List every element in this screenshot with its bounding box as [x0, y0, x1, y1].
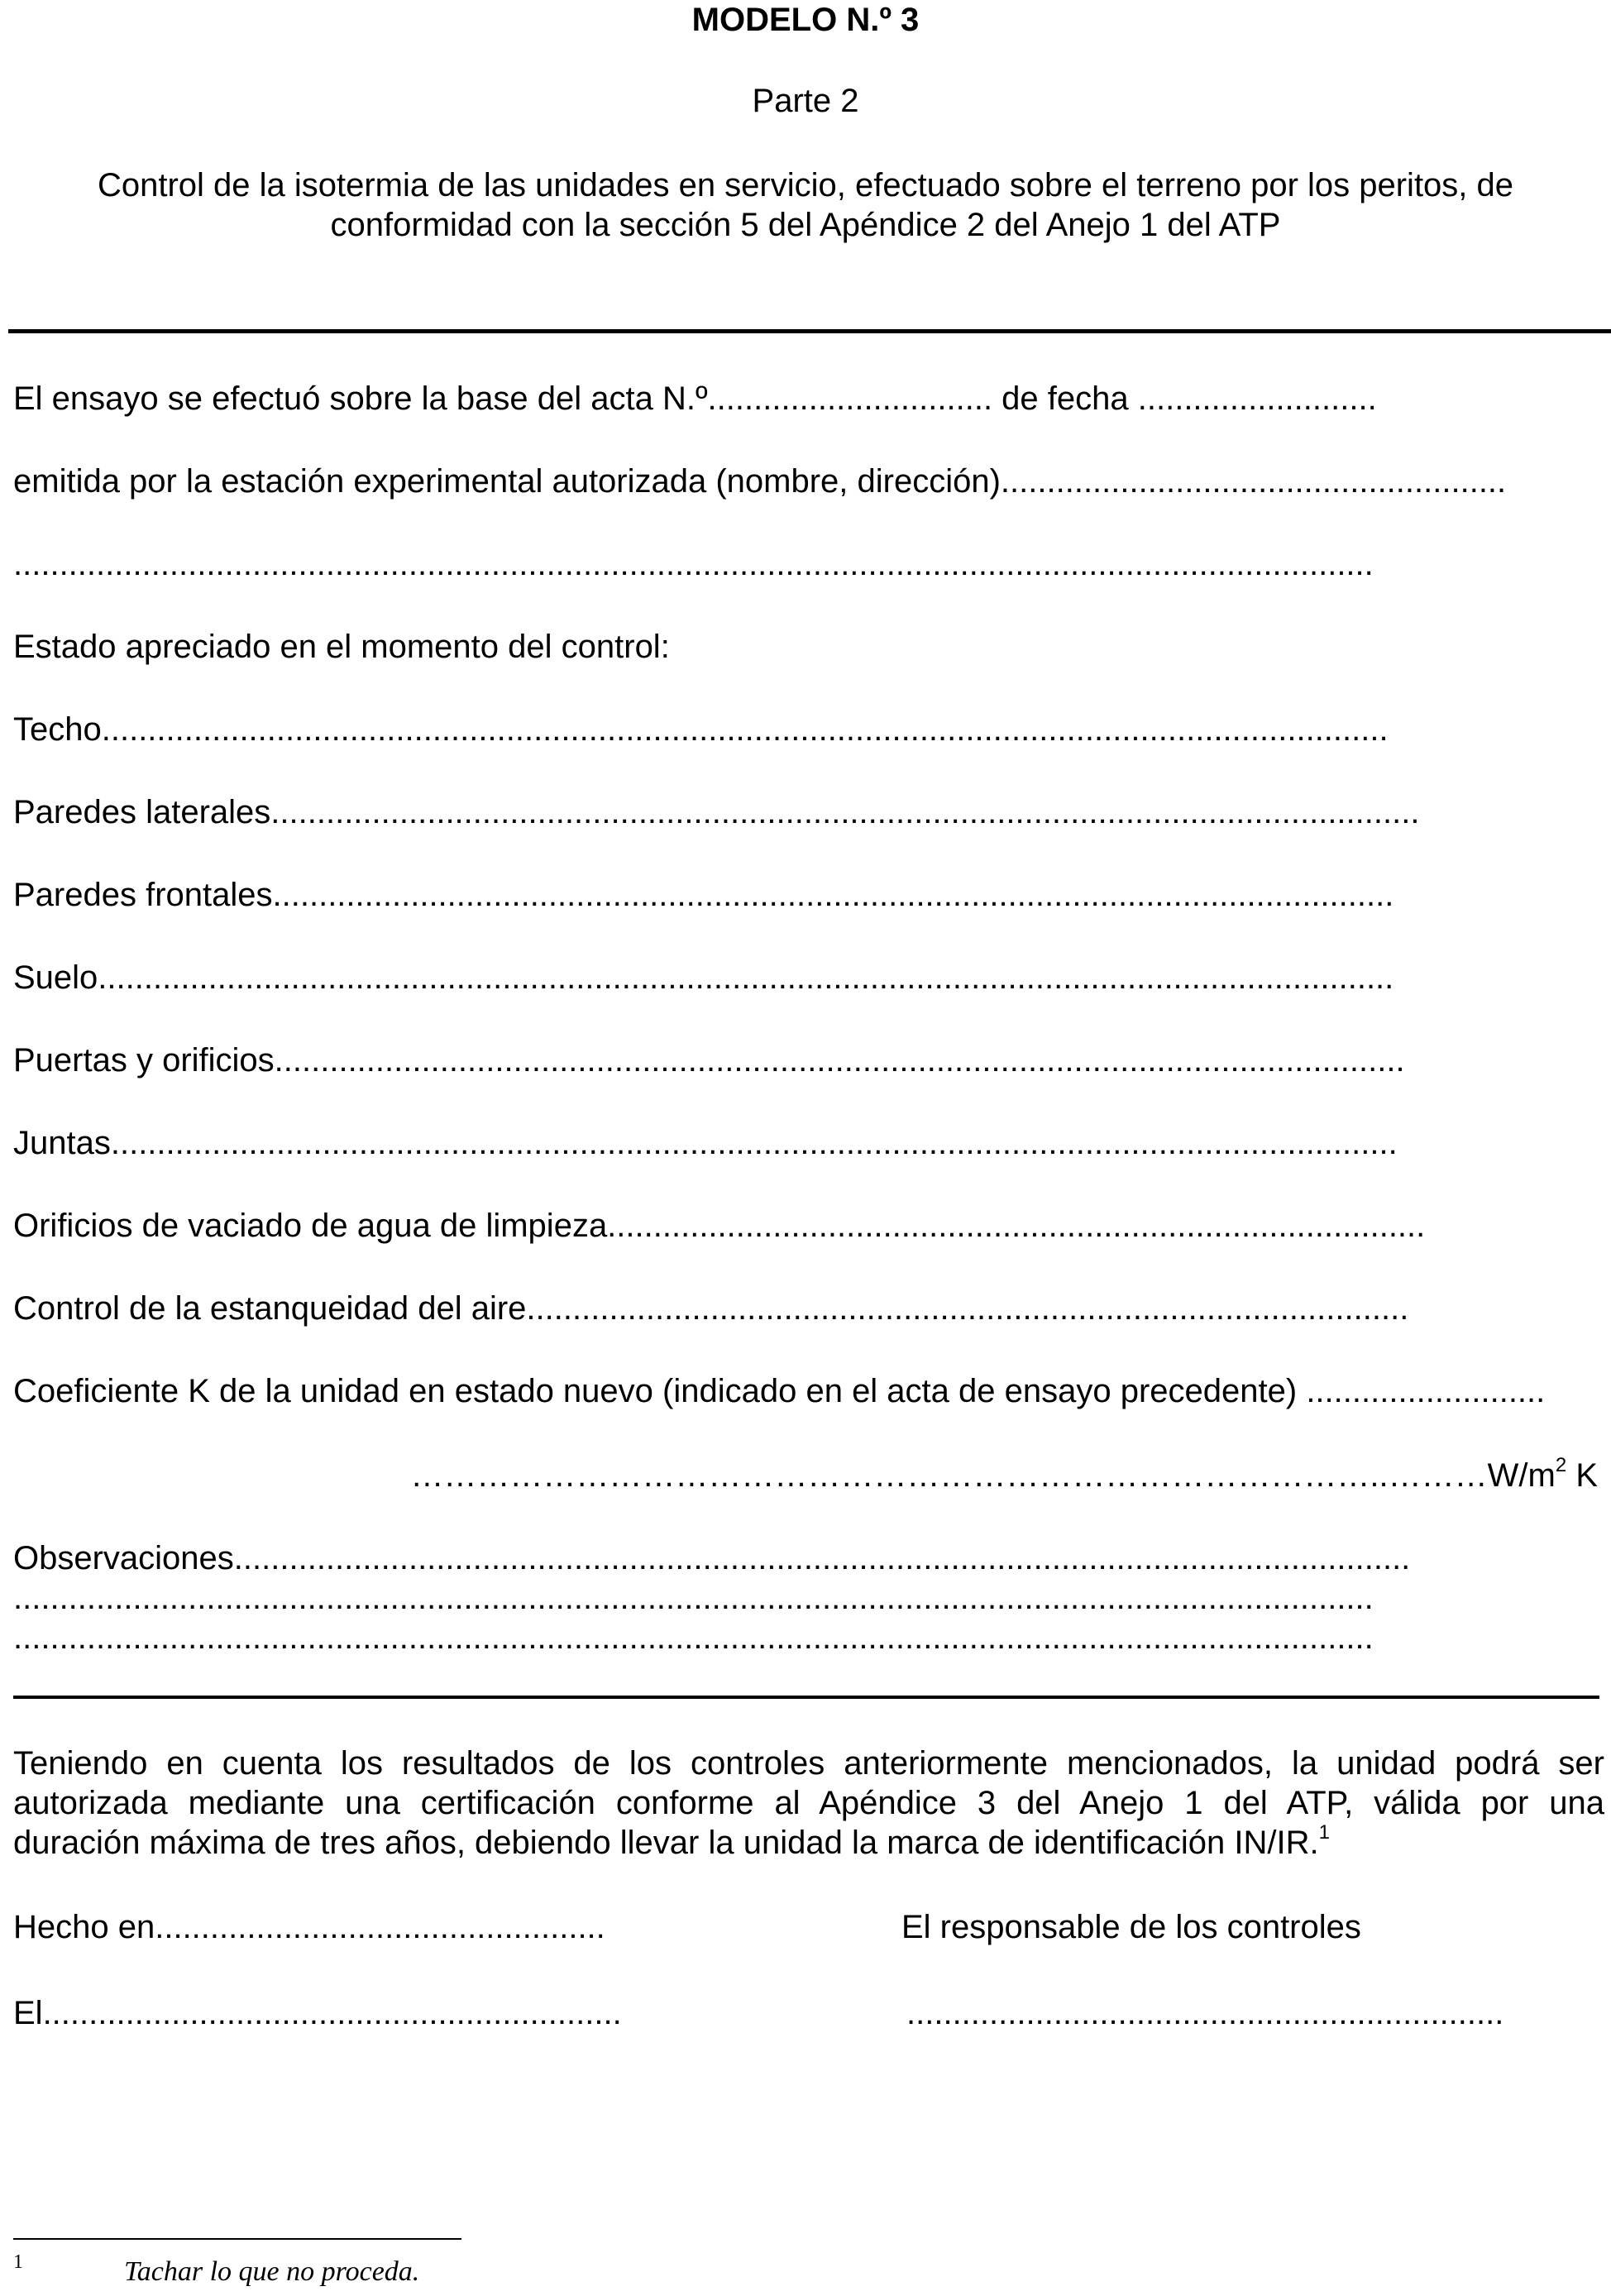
footnote-text: Tachar lo que no proceda.	[124, 2256, 420, 2287]
observaciones-field: Observaciones................................................................................................................................	[13, 1540, 1411, 1576]
subtitle-line-1: Control de la isotermia de las unidades en servicio, efectuado sobre el terreno por los peritos, de	[97, 167, 1514, 203]
emitida-continuation: ....................................................................................................................................................	[13, 546, 1374, 582]
coeficiente-exponent: 2	[1555, 1454, 1567, 1476]
conclusion-paragraph	[13, 1744, 1604, 1863]
paredes-frontales-field: Paredes frontales..........................................................................................................................	[13, 877, 1394, 913]
responsable-label: El responsable de los controles	[901, 1909, 1361, 1945]
hecho-en-field: Hecho en.................................................	[13, 1909, 605, 1945]
coeficiente-unit: W/m	[1487, 1457, 1556, 1494]
conclusion-line-1: Teniendo en cuenta los resultados de los controles anteriormente mencionados, la unidad podrá ser	[13, 1745, 1604, 1782]
header-rule	[8, 329, 1611, 333]
page-title: MODELO N.º 3	[691, 2, 920, 38]
suelo-field: Suelo.............................................................................................................................................	[13, 959, 1394, 996]
subtitle-line-2: conformidad con la sección 5 del Apéndice 2 del Anejo 1 del ATP	[330, 207, 1281, 243]
el-date-field: El...............................................................	[13, 1995, 622, 2031]
observaciones-line-2: ....................................................................................................................................................	[13, 1580, 1374, 1616]
orificios-field: Orificios de vaciado de agua de limpieza.........................................................................................	[13, 1208, 1426, 1244]
juntas-field: Juntas............................................................................................................................................	[13, 1125, 1398, 1161]
signature-line: .................................................................	[906, 1995, 1504, 2031]
control-aire-field: Control de la estanqueidad del aire................................................................................................	[13, 1290, 1409, 1327]
footnote-rule	[13, 2238, 461, 2240]
part-label: Parte 2	[752, 83, 859, 119]
paredes-laterales-field: Paredes laterales.............................................................................................................................	[13, 794, 1420, 830]
footnote-reference: 1	[1318, 1821, 1330, 1844]
observaciones-line-3: ....................................................................................................................................................	[13, 1619, 1374, 1656]
conclusion-line-2: autorizada mediante una certificación conforme al Apéndice 3 del Anejo 1 del ATP, válida por una	[13, 1785, 1604, 1821]
emitida-field: emitida por la estación experimental autorizada (nombre, dirección).......................................................	[13, 463, 1507, 500]
section-rule	[13, 1696, 1599, 1699]
techo-field: Techo............................................................................................................................................	[13, 711, 1389, 748]
puertas-field: Puertas y orificios...........................................................................................................................	[13, 1042, 1405, 1079]
coeficiente-field: Coeficiente K de la unidad en estado nuevo (indicado en el acta de ensayo precedente) ..........................	[13, 1373, 1546, 1409]
conclusion-line-3-wrap	[13, 1823, 1604, 1863]
coeficiente-dots: ……………………………………………………………………………..………	[410, 1457, 1488, 1494]
conclusion-line-3: duración máxima de tres años, debiendo llevar la unidad la marca de identificación IN/IR.	[13, 1825, 1319, 1861]
footnote-number: 1	[13, 2251, 23, 2273]
acta-field: El ensayo se efectuó sobre la base del acta N.º............................... de fecha ..........................	[13, 380, 1377, 417]
coeficiente-value-line	[410, 1456, 1598, 1495]
estado-heading: Estado apreciado en el momento del control:	[13, 629, 670, 665]
coeficiente-unit-tail: K	[1566, 1457, 1598, 1494]
